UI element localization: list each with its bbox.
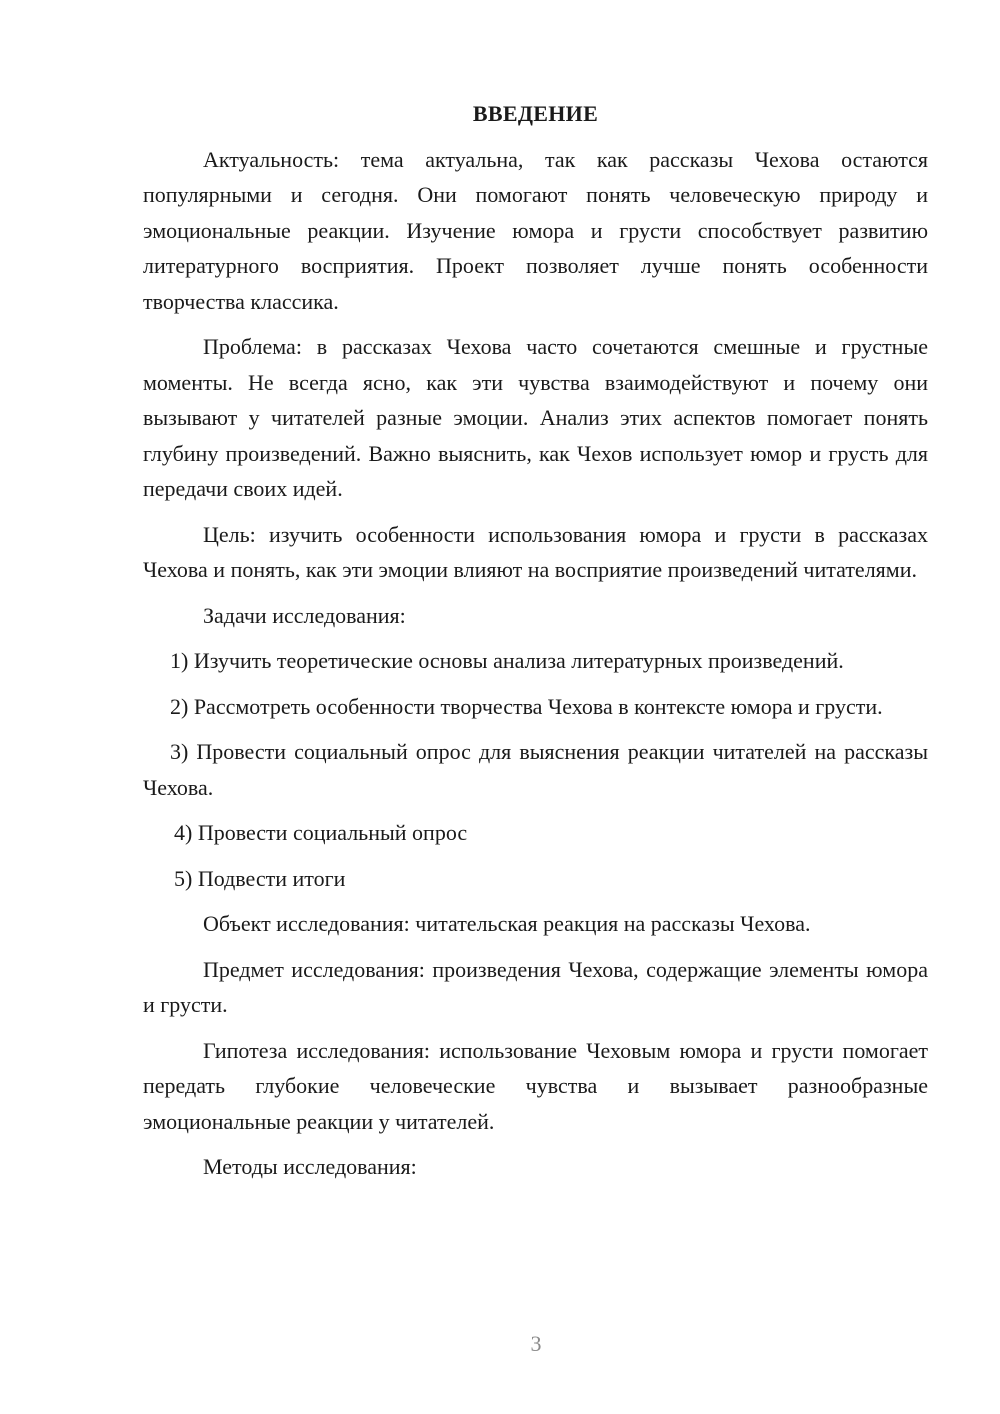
task-item-5: 5) Подвести итоги [174,865,346,891]
task-item-3: 3) Провести социальный опрос для выяснения реакции читателей на рассказы Чехова. [143,739,928,800]
task-item-2: 2) Рассмотреть особенности творчества Чехова в контексте юмора и грусти. [170,693,883,719]
page-number: 3 [530,1331,542,1356]
document-page [143,96,928,1195]
problem-paragraph: Проблема: в рассказах Чехова часто сочетаются смешные и грустные моменты. Не всегда ясно, как эти чувства взаимодействуют и почему они вызывают у читателей разные эмоции. Анализ этих аспектов помогает понять глубину произведений. Важно выяснить, как Чехов использует юмор и грусть для передачи своих идей. [143,334,928,501]
goal-paragraph: Цель: изучить особенности использования юмора и грусти в рассказах Чехова и понять, как эти эмоции влияют на восприятие произведений читателями. [143,521,928,582]
task-item-1: 1) Изучить теоретические основы анализа литературных произведений. [170,648,844,673]
object-paragraph: Объект исследования: читательская реакция на рассказы Чехова. [203,911,811,936]
page-title: ВВЕДЕНИЕ [472,101,599,126]
task-item-4: 4) Провести социальный опрос [174,820,468,845]
methods-paragraph: Методы исследования: [203,1154,417,1179]
relevance-paragraph: Актуальность: тема актуальна, так как рассказы Чехова остаются популярными и сегодня. Они помогают понять человеческую природу и эмоциональные реакции. Изучение юмора и грусти способствует развитию литературного восприятия. Проект позволяет лучше понять особенности творчества классика. [143,146,928,314]
subject-paragraph: Предмет исследования: произведения Чехова, содержащие элементы юмора и грусти. [143,956,928,1017]
tasks-heading: Задачи исследования: [203,602,406,628]
hypothesis-paragraph: Гипотеза исследования: использование Чеховым юмора и грусти помогает передать глубокие человеческие чувства и вызывает разнообразные эмоциональные реакции у читателей. [143,1037,928,1134]
